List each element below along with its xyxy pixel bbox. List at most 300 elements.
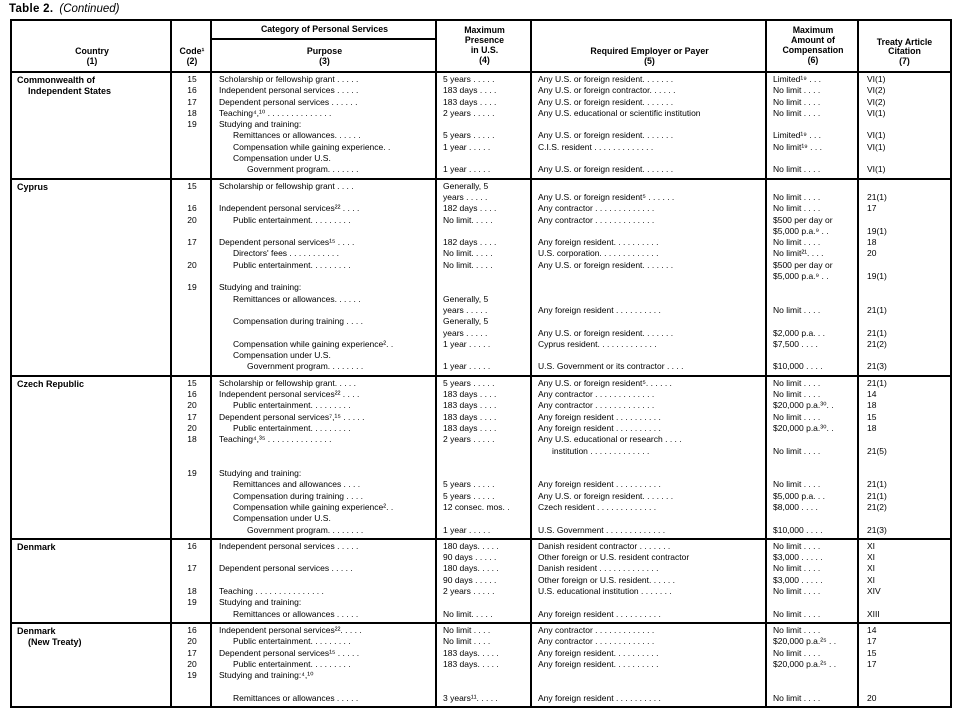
- code-cell: [172, 226, 212, 237]
- payer-cell: U.S. Government . . . . . . . . . . . . .: [538, 524, 666, 535]
- payer-cell: U.S. Government or its contractor . . . .: [538, 361, 684, 372]
- payer-cell: Any foreign resident . . . . . . . . . .: [538, 304, 661, 315]
- amount-cell: No limit . . . .: [773, 389, 821, 400]
- citation-cell: XI: [867, 574, 876, 585]
- presence-cell: [437, 513, 532, 524]
- purpose-cell: Independent personal services²² . . . .: [219, 389, 360, 400]
- citation-cell: VI(1): [867, 141, 886, 152]
- code-cell: [172, 446, 212, 457]
- presence-cell: 2 years . . . . .: [443, 107, 495, 118]
- table-body: [12, 73, 950, 706]
- amount-cell: [767, 153, 859, 164]
- presence-cell: 182 days . . . .: [443, 203, 497, 214]
- country-name-line: Denmark: [17, 541, 56, 552]
- payer-cell: [532, 457, 767, 468]
- presence-cell: 183 days . . . .: [443, 400, 497, 411]
- amount-cell: [767, 681, 859, 692]
- citation-cell: 17: [867, 636, 877, 647]
- country-name: [12, 378, 172, 536]
- amount-cell: [767, 513, 859, 524]
- country-name: [12, 74, 172, 176]
- citation-cell: VI(2): [867, 85, 886, 96]
- citation-cell: [859, 181, 950, 192]
- presence-cell: 183 days . . . .: [443, 422, 497, 433]
- country-section: [12, 622, 950, 706]
- code-cell: [172, 328, 212, 339]
- code-cell: [172, 491, 212, 502]
- amount-cell: [767, 468, 859, 479]
- presence-cell: 90 days . . . . .: [443, 552, 497, 563]
- code-cell: 20: [187, 422, 197, 433]
- amount-cell: $8,000 . . . .: [773, 501, 818, 512]
- code-cell: 17: [187, 237, 197, 248]
- purpose-cell: Public entertainment. . . . . . . . .: [233, 422, 351, 433]
- amount-cell: $5,000 p.a.⁹ . .: [773, 225, 829, 236]
- payer-cell: Any foreign resident. . . . . . . . . .: [538, 647, 659, 658]
- presence-cell: 183 days . . . .: [443, 411, 497, 422]
- presence-cell: 1 year . . . . .: [443, 361, 491, 372]
- purpose-cell: [212, 681, 437, 692]
- country-name: [12, 181, 172, 373]
- payer-cell: U.S. educational institution . . . . . . .: [538, 586, 672, 597]
- country-name-line: Cyprus: [17, 181, 49, 192]
- purpose-cell: Government program. . . . . . . .: [247, 361, 364, 372]
- code-cell: 17: [187, 563, 197, 574]
- amount-cell: Limited¹⁹ . . .: [773, 74, 822, 84]
- payer-cell: Any U.S. or foreign resident. . . . . . .: [538, 74, 674, 84]
- citation-cell: 17: [867, 203, 877, 214]
- header-purpose: [212, 40, 437, 71]
- purpose-cell: Directors' fees . . . . . . . . . . .: [233, 248, 340, 259]
- citation-cell: 15: [867, 411, 877, 422]
- purpose-cell: Dependent personal services⁷,¹⁵ . . . . .: [219, 411, 365, 422]
- purpose-cell: [212, 457, 437, 468]
- presence-cell: 3 years¹¹. . . . .: [443, 692, 498, 703]
- payer-cell: Any foreign resident. . . . . . . . . .: [538, 658, 659, 669]
- amount-cell: No limit . . . .: [773, 586, 821, 597]
- code-cell: [172, 502, 212, 513]
- presence-cell: No limit . . . .: [443, 624, 491, 635]
- presence-cell: [437, 226, 532, 237]
- header-payer-label: Required Employer or Payer: [590, 46, 709, 57]
- amount-cell: [767, 597, 859, 608]
- citation-cell: 20: [867, 692, 877, 703]
- citation-cell: XI: [867, 540, 876, 551]
- amount-cell: [767, 457, 859, 468]
- code-cell: [172, 552, 212, 563]
- amount-cell: [767, 282, 859, 293]
- citation-cell: [859, 597, 950, 608]
- payer-cell: Any foreign resident . . . . . . . . . .: [538, 608, 661, 619]
- presence-cell: 5 years . . . . .: [443, 490, 495, 501]
- citation-cell: [859, 468, 950, 479]
- citation-cell: 21(1): [867, 304, 887, 315]
- code-cell: 15: [187, 180, 197, 191]
- header-treaty-citation: [859, 21, 950, 71]
- presence-cell: [437, 153, 532, 164]
- presence-cell: [437, 350, 532, 361]
- purpose-cell: Compensation under U.S.: [233, 513, 331, 524]
- amount-cell: [767, 434, 859, 445]
- purpose-cell: Teaching⁴,¹⁰ . . . . . . . . . . . . . .: [219, 107, 332, 118]
- presence-cell: [437, 670, 532, 681]
- country-section: [12, 73, 950, 178]
- payer-cell: Any U.S. or foreign contractor. . . . . .: [538, 85, 676, 96]
- purpose-cell: [212, 552, 437, 563]
- payer-cell: Any U.S. or foreign resident. . . . . . .: [538, 96, 674, 107]
- presence-cell: 2 years . . . . .: [443, 434, 495, 445]
- presence-cell: 1 year . . . . .: [443, 141, 491, 152]
- payer-cell: Any contractor . . . . . . . . . . . . .: [538, 624, 655, 635]
- payer-cell: [532, 119, 767, 130]
- amount-cell: No limit . . . .: [773, 647, 821, 658]
- citation-cell: 19(1): [867, 271, 887, 282]
- citation-cell: 21(1): [867, 479, 887, 490]
- code-cell: 17: [187, 96, 197, 107]
- presence-cell: 182 days . . . .: [443, 237, 497, 248]
- presence-cell: 5 years . . . . .: [443, 130, 495, 141]
- header-category-purpose: [212, 21, 437, 71]
- payer-cell: Any foreign resident . . . . . . . . . .: [538, 411, 661, 422]
- presence-cell: years . . . . .: [443, 304, 488, 315]
- payer-cell: [532, 350, 767, 361]
- citation-cell: 21(1): [867, 191, 887, 202]
- citation-cell: XIII: [867, 608, 880, 619]
- payer-cell: [532, 513, 767, 524]
- amount-cell: No limit . . . .: [773, 411, 821, 422]
- payer-cell: Any contractor . . . . . . . . . . . . .: [538, 214, 655, 225]
- amount-cell: $500 per day or: [773, 259, 833, 270]
- presence-cell: 1 year . . . . .: [443, 338, 491, 349]
- payer-cell: [532, 597, 767, 608]
- code-cell: 20: [187, 636, 197, 647]
- country-name-line: Commonwealth of: [17, 75, 95, 85]
- code-cell: 16: [187, 85, 197, 96]
- amount-cell: No limit . . . .: [773, 237, 821, 248]
- header-max-presence: [437, 21, 532, 71]
- amount-cell: No limit . . . .: [773, 479, 821, 490]
- country-section: [12, 375, 950, 538]
- citation-cell: VI(1): [867, 164, 886, 175]
- citation-cell: XI: [867, 552, 876, 563]
- payer-cell: Any U.S. or foreign resident. . . . . . .: [538, 490, 674, 501]
- header-country-number: (1): [86, 56, 98, 67]
- purpose-cell: Scholarship or fellowship grant . . . .: [219, 180, 354, 191]
- purpose-cell: Dependent personal services . . . . .: [219, 563, 353, 574]
- citation-cell: [859, 457, 950, 468]
- citation-cell: [859, 215, 950, 226]
- payer-cell: [532, 181, 767, 192]
- amount-cell: [767, 119, 859, 130]
- purpose-cell: Independent personal services²² . . . .: [219, 203, 360, 214]
- citation-cell: 18: [867, 422, 877, 433]
- citation-cell: 21(1): [867, 490, 887, 501]
- payer-cell: Any contractor . . . . . . . . . . . . .: [538, 389, 655, 400]
- payer-cell: Any U.S. or foreign resident⁵. . . . . .: [538, 377, 672, 388]
- payer-cell: [532, 316, 767, 327]
- presence-cell: 1 year . . . . .: [443, 524, 491, 535]
- code-cell: 20: [187, 400, 197, 411]
- code-cell: 19: [187, 468, 197, 479]
- amount-cell: No limit . . . .: [773, 540, 821, 551]
- code-cell: 17: [187, 411, 197, 422]
- presence-cell: 2 years . . . . .: [443, 586, 495, 597]
- purpose-cell: Compensation during training . . . .: [233, 316, 363, 327]
- code-cell: 19: [187, 119, 197, 130]
- purpose-cell: Independent personal services . . . . .: [219, 85, 359, 96]
- presence-cell: [437, 271, 532, 282]
- citation-cell: 20: [867, 248, 877, 259]
- amount-cell: Limited¹⁹ . . .: [773, 130, 822, 141]
- amount-cell: No limit . . . .: [773, 608, 821, 619]
- header-max-compensation: [767, 21, 859, 71]
- presence-cell: 180 days. . . . .: [443, 563, 499, 574]
- payer-cell: Danish resident contractor . . . . . . .: [538, 540, 671, 551]
- code-cell: [172, 693, 212, 704]
- purpose-cell: Remittances or allowances . . . . .: [233, 692, 359, 703]
- citation-cell: [859, 513, 950, 524]
- header-employer-payer: [532, 21, 767, 71]
- presence-cell: No limit. . . . .: [443, 608, 493, 619]
- presence-cell: 5 years . . . . .: [443, 377, 495, 388]
- payer-cell: Any foreign resident . . . . . . . . . .: [538, 479, 661, 490]
- code-cell: [172, 130, 212, 141]
- code-cell: [172, 316, 212, 327]
- code-cell: 18: [187, 586, 197, 597]
- amount-cell: No limit¹⁹ . . .: [773, 141, 822, 152]
- purpose-cell: [212, 305, 437, 316]
- presence-cell: [437, 446, 532, 457]
- presence-cell: Generally, 5: [443, 316, 489, 327]
- citation-cell: 21(5): [867, 445, 887, 456]
- presence-cell: 183 days. . . . .: [443, 658, 499, 669]
- presence-cell: No limit. . . . .: [443, 214, 493, 225]
- payer-cell: Any contractor . . . . . . . . . . . . .: [538, 636, 655, 647]
- presence-cell: years . . . . .: [443, 191, 488, 202]
- amount-cell: No limit . . . .: [773, 563, 821, 574]
- payer-cell: Any contractor . . . . . . . . . . . . .: [538, 203, 655, 214]
- amount-cell: $20,000 p.a.³⁰. .: [773, 422, 834, 433]
- amount-cell: No limit . . . .: [773, 692, 821, 703]
- payer-cell: [532, 153, 767, 164]
- country-name-line: Czech Republic: [17, 378, 85, 389]
- purpose-cell: Remittances and allowances . . . .: [233, 479, 361, 490]
- code-cell: 20: [187, 658, 197, 669]
- purpose-cell: Compensation under U.S.: [233, 153, 331, 164]
- citation-cell: [859, 434, 950, 445]
- payer-cell: Any foreign resident . . . . . . . . . .: [538, 422, 661, 433]
- code-cell: 16: [187, 540, 197, 551]
- amount-cell: No limit . . . .: [773, 164, 821, 175]
- amount-cell: $3,000 . . . . .: [773, 574, 823, 585]
- amount-cell: $3,000 . . . . .: [773, 552, 823, 563]
- citation-cell: 21(2): [867, 501, 887, 512]
- payer-cell: Any foreign resident. . . . . . . . . .: [538, 237, 659, 248]
- citation-cell: 14: [867, 624, 877, 635]
- header-code-number: (2): [186, 56, 198, 67]
- purpose-cell: Dependent personal services¹⁵ . . . . .: [219, 647, 360, 658]
- amount-cell: [767, 670, 859, 681]
- amount-cell: [767, 294, 859, 305]
- header-amount-number: (6): [807, 54, 819, 65]
- presence-cell: 5 years . . . . .: [443, 74, 495, 84]
- header-citation-number: (7): [899, 56, 910, 67]
- citation-cell: 19(1): [867, 225, 887, 236]
- purpose-cell: Scholarship or fellowship grant . . . . .: [219, 74, 359, 84]
- header-code-label: Code¹: [179, 46, 205, 57]
- header-citation-line: Citation: [888, 46, 921, 57]
- header-amount-line: Maximum: [792, 25, 834, 36]
- payer-cell: [532, 282, 767, 293]
- code-cell: 17: [187, 647, 197, 658]
- code-cell: 19: [187, 670, 197, 681]
- purpose-cell: Studying and training:⁴,¹⁰: [219, 670, 314, 681]
- payer-cell: Any U.S. or foreign resident. . . . . . .: [538, 164, 674, 175]
- purpose-cell: Public entertainment. . . . . . . . .: [233, 658, 351, 669]
- country-section: [12, 178, 950, 375]
- table-title-prefix: Table 2.: [9, 3, 54, 15]
- amount-cell: No limit . . . .: [773, 304, 821, 315]
- table-title-continued: (Continued): [59, 3, 120, 15]
- purpose-cell: Remittances or allowances . . . . .: [233, 608, 359, 619]
- citation-cell: [859, 153, 950, 164]
- country-name-line: (New Treaty): [28, 636, 82, 647]
- header-payer-number: (5): [644, 56, 655, 67]
- amount-cell: No limit . . . .: [773, 85, 821, 96]
- table-title: [9, 3, 119, 15]
- code-cell: [172, 681, 212, 692]
- purpose-cell: [212, 328, 437, 339]
- purpose-cell: Government program. . . . . . . .: [247, 524, 364, 535]
- citation-cell: XIV: [867, 586, 881, 597]
- purpose-cell: Studying and training:: [219, 282, 302, 293]
- purpose-cell: Independent personal services²². . . . .: [219, 624, 362, 635]
- header-category-label: Category of Personal Services: [212, 21, 437, 40]
- header-presence-line: Maximum: [464, 25, 505, 36]
- payer-cell: U.S. corporation. . . . . . . . . . . . .: [538, 248, 659, 259]
- code-cell: 15: [187, 74, 197, 84]
- presence-cell: 180 days. . . . .: [443, 540, 499, 551]
- amount-cell: $10,000 . . . .: [773, 524, 823, 535]
- header-presence-line: Presence: [464, 35, 505, 46]
- presence-cell: No limit . . . .: [443, 636, 491, 647]
- payer-cell: Any foreign resident . . . . . . . . . .: [538, 692, 661, 703]
- code-cell: [172, 525, 212, 536]
- amount-cell: [767, 181, 859, 192]
- citation-cell: XI: [867, 563, 876, 574]
- amount-cell: No limit . . . .: [773, 191, 821, 202]
- payer-cell: Any contractor . . . . . . . . . . . . .: [538, 400, 655, 411]
- citation-cell: [859, 260, 950, 271]
- header-presence-number: (4): [479, 54, 490, 65]
- code-cell: 16: [187, 203, 197, 214]
- citation-cell: 21(2): [867, 338, 887, 349]
- purpose-cell: Compensation during training . . . .: [233, 490, 363, 501]
- country-section: [12, 538, 950, 622]
- presence-cell: [437, 597, 532, 608]
- citation-cell: [859, 294, 950, 305]
- code-cell: 18: [187, 107, 197, 118]
- table-header: [12, 21, 950, 73]
- header-citation-line: Treaty Article: [876, 36, 933, 47]
- citation-cell: [859, 350, 950, 361]
- payer-cell: Other foreign or U.S. resident contractor: [538, 552, 690, 563]
- purpose-cell: Compensation under U.S.: [233, 350, 331, 361]
- presence-cell: [437, 457, 532, 468]
- payer-cell: [532, 681, 767, 692]
- code-cell: [172, 457, 212, 468]
- amount-cell: No limit²¹. . . .: [773, 248, 824, 259]
- amount-cell: No limit . . . .: [773, 107, 821, 118]
- code-cell: [172, 164, 212, 175]
- code-cell: 20: [187, 259, 197, 270]
- country-name-line: Denmark: [17, 625, 56, 636]
- citation-cell: [859, 119, 950, 130]
- amount-cell: No limit . . . .: [773, 96, 821, 107]
- presence-cell: 5 years . . . . .: [443, 479, 495, 490]
- code-cell: 19: [187, 282, 197, 293]
- amount-cell: $2,000 p.a. . .: [773, 327, 825, 338]
- country-name: [12, 541, 172, 620]
- citation-cell: 21(3): [867, 524, 887, 535]
- purpose-cell: Studying and training:: [219, 468, 302, 479]
- header-purpose-number: (3): [319, 56, 330, 67]
- purpose-cell: Independent personal services . . . . .: [219, 540, 359, 551]
- presence-cell: 183 days . . . .: [443, 389, 497, 400]
- payer-cell: [532, 468, 767, 479]
- citation-cell: [859, 316, 950, 327]
- presence-cell: Generally, 5: [443, 293, 489, 304]
- payer-cell: Any U.S. or foreign resident. . . . . . .: [538, 259, 674, 270]
- purpose-cell: Teaching . . . . . . . . . . . . . . .: [219, 586, 324, 597]
- code-cell: [172, 350, 212, 361]
- amount-cell: No limit . . . .: [773, 624, 821, 635]
- presence-cell: [437, 468, 532, 479]
- amount-cell: $500 per day or: [773, 214, 833, 225]
- code-cell: [172, 248, 212, 259]
- header-amount-line: Amount of: [791, 35, 835, 46]
- code-cell: 20: [187, 214, 197, 225]
- code-cell: [172, 339, 212, 350]
- citation-cell: VI(2): [867, 96, 886, 107]
- presence-cell: 90 days . . . . .: [443, 574, 497, 585]
- purpose-cell: Compensation while gaining experience². .: [233, 338, 394, 349]
- header-country: [12, 21, 172, 71]
- code-cell: [172, 294, 212, 305]
- presence-cell: years . . . . .: [443, 327, 488, 338]
- amount-cell: $20,000 p.a.³⁰. .: [773, 400, 834, 411]
- code-cell: [172, 305, 212, 316]
- presence-cell: 183 days . . . .: [443, 96, 497, 107]
- code-cell: [172, 142, 212, 153]
- citation-cell: 17: [867, 658, 877, 669]
- citation-cell: 18: [867, 400, 877, 411]
- purpose-cell: Government program. . . . . . .: [247, 164, 359, 175]
- code-cell: [172, 479, 212, 490]
- citation-cell: 14: [867, 389, 877, 400]
- header-country-label: Country: [75, 46, 109, 57]
- purpose-cell: Dependent personal services¹⁵ . . . .: [219, 237, 355, 248]
- presence-cell: 183 days . . . .: [443, 85, 497, 96]
- purpose-cell: Remittances or allowances. . . . . .: [233, 293, 361, 304]
- citation-cell: 21(1): [867, 377, 887, 388]
- payer-cell: [532, 271, 767, 282]
- code-cell: [172, 153, 212, 164]
- header-purpose-label: Purpose: [306, 46, 343, 57]
- citation-cell: VI(1): [867, 74, 886, 84]
- amount-cell: $5,000 p.a.⁹ . .: [773, 271, 829, 282]
- presence-cell: [437, 119, 532, 130]
